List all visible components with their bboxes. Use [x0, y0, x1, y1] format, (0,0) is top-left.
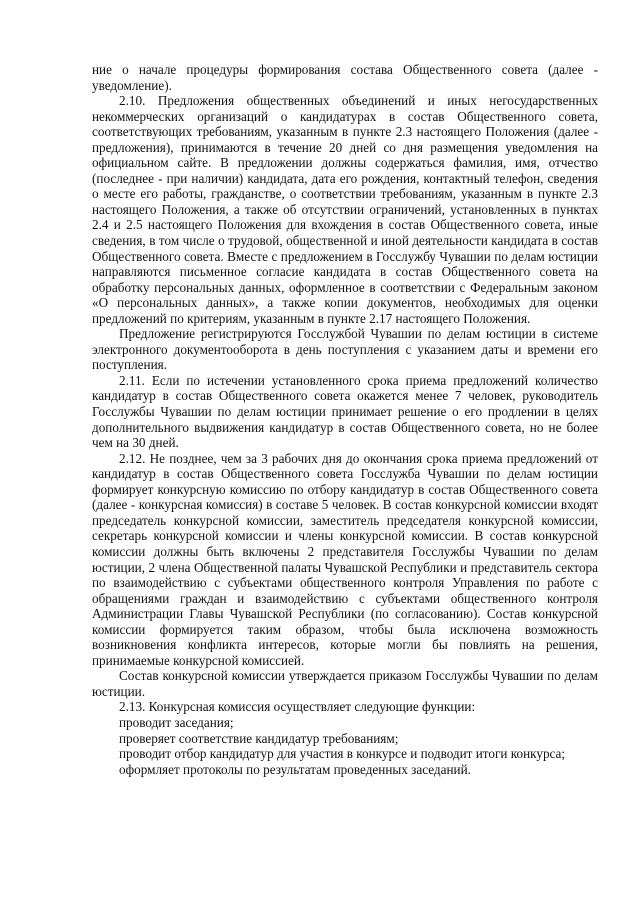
paragraph: 2.13. Конкурсная комиссия осуществляет следующие функции: — [119, 699, 476, 715]
list-item: проводит заседания; — [119, 714, 234, 730]
paragraph: 2.11. Если по истечении установленного срока приема предложений количество кандидатур в состав Общественного совета окажется менее 7 человек, руководитель Госслужбы Чувашии по делам юстиции принимает решение о его продлении в целях дополнительного выдвижения кандидатур в состав Общественного совета, но не более чем на 30 дней. — [92, 372, 598, 451]
paragraph: проводит отбор кандидатур для участия в конкурсе и подводит итоги конкурса; — [119, 746, 566, 762]
paragraph: 2.10. Предложения общественных объединений и иных негосударственных некоммерческих организаций о кандидатурах в состав Общественного совета, соответствующих требованиям, указанным в пункте 2.3 настоящего Положения (далее - предложения), принимаются в течение 20 дней со дня размещения уведомления на официальном сайте. В предложении должны содержаться фамилия, имя, отчество (последнее - при наличии) кандидата, дата его рождения, контактный телефон, сведения о месте его работы, гражданстве, о соответствии требованиям, указанным в пункте 2.3 настоящего Положения, а также об отсутствии ограничений, установленных в пунктах 2.4 и 2.5 настоящего Положения для вхождения в состав Общественного совета, иные сведения, в том числе о трудовой, общественной и иной деятельности кандидата в состав Общественного совета. Вместе с предложением в Госслужбу Чувашии по делам юстиции направляются письменное согласие кандидата в состав Общественного совета на обработку персональных данных, оформленное в соответствии с Федеральным законом «О персональных данных», а также копии документов, необходимых для оценки предложений по критериям, указанным в пункте 2.17 настоящего Положения. — [92, 93, 598, 326]
list-item: проверяет соответствие кандидатур требованиям; — [119, 730, 399, 746]
paragraph: 2.12. Не позднее, чем за 3 рабочих дня до окончания срока приема предложений от кандидатур в состав Общественного совета Госслужба Чувашии по делам юстиции формирует конкурсную комиссию по отбору кандидатур в состав Общественного совета (далее - конкурсная комиссия) в составе 5 человек. В состав конкурсной комиссии входят председатель конкурсной комиссии, заместитель председателя конкурсной комиссии, секретарь конкурсной комиссии и члены конкурсной комиссии. В состав конкурсной комиссии должны быть включены 2 представителя Госслужбы Чувашии по делам юстиции, 2 члена Общественной палаты Чувашской Республики и представитель сектора по взаимодействию с субъектами общественного контроля Управления по работе с обращениями граждан и взаимодействию с субъектами общественного контроля Администрации Главы Чувашской Республики (по согласованию). Состав конкурсной комиссии формируется таким образом, чтобы была исключена возможность возникновения конфликта интересов, которые могли бы повлиять на решения, принимаемые конкурсной комиссией. — [92, 450, 598, 668]
paragraph: ние о начале процедуры формирования состава Общественного совета (далее - уведомление). — [92, 62, 598, 93]
paragraph: Состав конкурсной комиссии утверждается приказом Госслужбы Чувашии по делам юстиции. — [92, 668, 598, 699]
paragraph: Предложение регистрируются Госслужбой Чувашии по делам юстиции в системе электронного документооборота в день поступления с указанием даты и времени его поступления. — [92, 326, 598, 373]
paragraph: оформляет протоколы по результатам проведенных заседаний. — [119, 761, 471, 777]
document-page — [92, 62, 598, 777]
